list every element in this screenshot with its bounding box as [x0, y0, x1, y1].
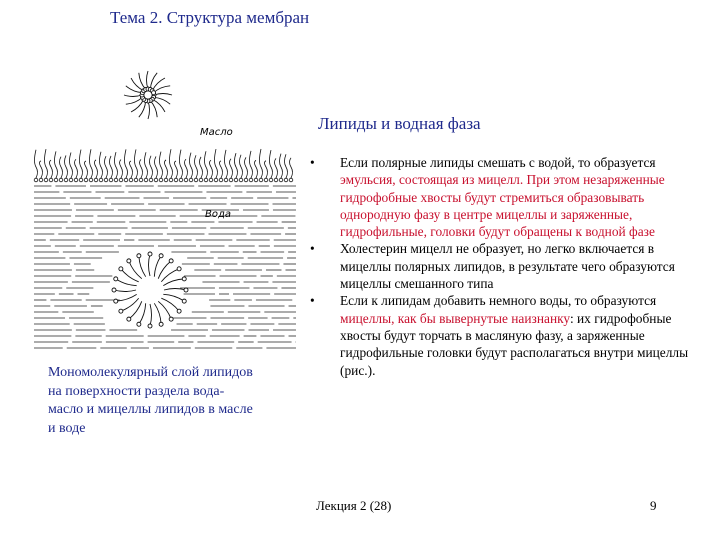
micelle-in-water: [112, 252, 188, 328]
bullet-item: • Если полярные липиды смешать с водой, то образуется эмульсия, состоящая из мицелл. При этом незаряженные гидрофобные хвосты будут стремиться образовывать однородную фазу в центре мицеллы и заряженные, гидрофильные, головки будут обращены к водной фазе: [310, 154, 690, 240]
lipid-monolayer: [34, 149, 293, 182]
figure-caption: Мономолекулярный слой липидов на поверхности раздела вода-масло и мицеллы липидов в масле и воде: [48, 365, 253, 436]
oil-label: Масло: [200, 127, 233, 138]
page-number: 9: [650, 498, 657, 513]
water-label: Вода: [205, 209, 232, 220]
lecture-footer: Лекция 2 (28): [316, 498, 392, 513]
bullet-item: • Если к липидам добавить немного воды, то образуются мицеллы, как бы вывернутые наизнанку: их гидрофобные хвосты будут торчать в масляную фазу, а заряженные гидрофильные головки будут располагаться внутри мицеллы (рис.).: [310, 292, 690, 378]
section-heading: Липиды и водная фаза: [318, 114, 481, 133]
bullet-item: • Холестерин мицелл не образует, но легко включается в мицеллы полярных липидов, в результате чего образуются мицеллы смешанного типа: [310, 240, 690, 292]
slide-title: Тема 2. Структура мембран: [110, 8, 310, 27]
reverse-micelle-in-oil: [124, 71, 172, 119]
bullet-list: [310, 154, 690, 379]
lipid-monolayer-micelle-figure: [30, 60, 300, 360]
